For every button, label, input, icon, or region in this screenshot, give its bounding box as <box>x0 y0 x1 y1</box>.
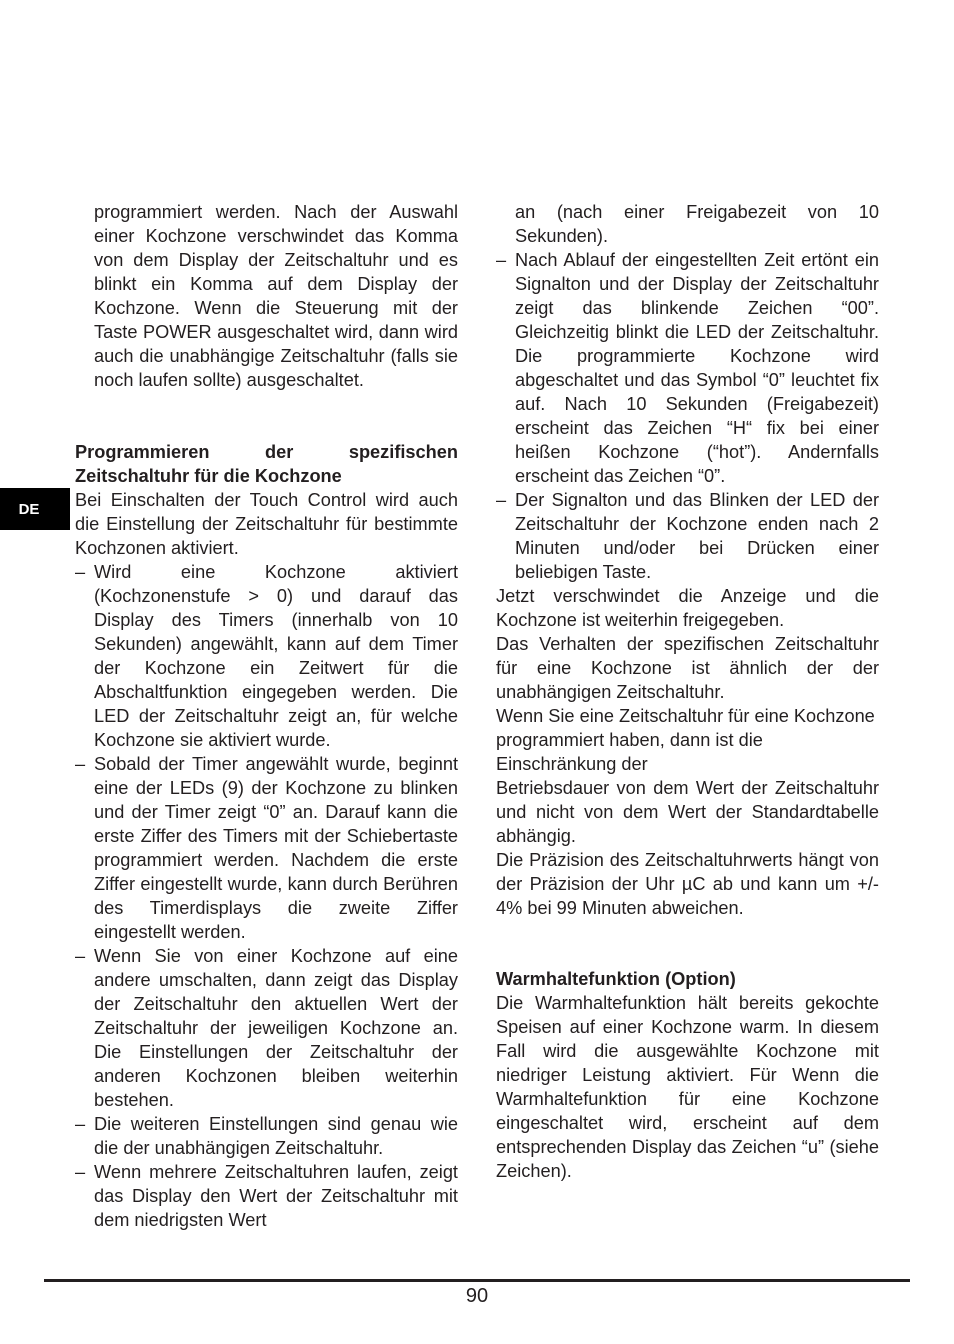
body-paragraph: Die Präzision des Zeitschaltuhrwerts hängt von der Präzision der Uhr µC ab und kann um +/- 4% bei 99 Minuten abweichen. <box>496 850 879 918</box>
list-item: – Wenn Sie von einer Kochzone auf eine andere umschalten, dann zeigt das Display der Zeitschaltuhr den aktuellen Wert der Zeitschaltuhr der jeweiligen Kochzone an. Die Einstellungen der Zeitschaltuhr der anderen Kochzonen bleiben weiterhin bestehen. <box>75 944 458 1112</box>
list-item: – Wenn mehrere Zeitschaltuhren laufen, zeigt das Display den Wert der Zeitschaltuhr mit dem niedrigsten Wert <box>75 1160 458 1232</box>
list-item: – Wird eine Kochzone aktiviert (Kochzonenstufe > 0) und darauf das Display des Timers (innerhalb von 10 Sekunden) angewählt, kann auf dem Timer der Kochzone ein Zeitwert für die Abschaltfunktion eingegeben werden. Die LED der Zeitschaltuhr zeigt an, für welche Kochzone sie aktiviert wurde. <box>75 560 458 752</box>
body-paragraph: Wenn Sie eine Zeitschaltuhr für eine Kochzone programmiert haben, dann ist die Einschränkung der <box>496 706 875 774</box>
list-item: – Sobald der Timer angewählt wurde, beginnt eine der LEDs (9) der Kochzone zu blinken und der Timer zeigt “0” an. Darauf kann die erste Ziffer des Timers mit der Schiebertaste programmiert werden. Nachdem die erste Ziffer eingestellt wurde, kann durch Berühren des Timerdisplays die zweite Ziffer eingestellt werden. <box>75 752 458 944</box>
section-heading-line2: Zeitschaltuhr für die Kochzone <box>75 466 342 486</box>
body-paragraph: Das Verhalten der spezifischen Zeitschaltuhr für eine Kochzone ist ähnlich der der unabhängigen Zeitschaltuhr. <box>496 634 879 702</box>
bullet-list <box>75 560 458 1232</box>
list-item: – Nach Ablauf der eingestellten Zeit ertönt ein Signalton und der Display der Zeitschaltuhr zeigt das blinkende Zeichen “00”. Gleichzeitig blinkt die LED der Zeitschaltuhr. Die programmierte Kochzone wird abgeschaltet und das Symbol “0” leuchtet fix auf. Nach 10 Sekunden (Freigabezeit) erscheint das Zeichen “H“ fix bei einer heißen Kochzone (“hot”). Andernfalls erscheint das Zeichen “0”. <box>496 248 879 488</box>
list-item: – Die weiteren Einstellungen sind genau wie die der unabhängigen Zeitschaltuhr. <box>75 1112 458 1160</box>
language-tab: DE <box>0 488 70 530</box>
list-item: – Der Signalton und das Blinken der LED der Zeitschaltuhr der Kochzone enden nach 2 Minuten und/oder bei Drücken einer beliebigen Taste. <box>496 488 879 584</box>
body-paragraph: Die Warmhaltefunktion hält bereits gekochte Speisen auf einer Kochzone warm. In diesem Fall wird die ausgewählte Kochzone mit niedriger Leistung aktiviert. Für Wenn die Warmhaltefunktion für eine Kochzone eingeschaltet wird, erscheint auf dem entsprechenden Display das Zeichen “u” (siehe Zeichen). <box>496 993 879 1181</box>
right-column <box>496 200 879 1183</box>
continuation-paragraph: programmiert werden. Nach der Auswahl einer Kochzone verschwindet das Komma von dem Display der Zeitschaltuhr und es blinkt ein Komma auf dem Display der Kochzone. Wenn die Steuerung mit der Taste POWER ausgeschaltet wird, dann wird auch die unabhängige Zeitschaltuhr (falls sie noch laufen sollte) ausgeschaltet. <box>94 202 458 390</box>
body-paragraph: Jetzt verschwindet die Anzeige und die Kochzone ist weiterhin freigegeben. <box>496 586 879 630</box>
section-heading-line1: Programmieren der spezifischen <box>75 442 458 462</box>
footer-divider <box>44 1279 910 1282</box>
left-column <box>75 200 458 1232</box>
continuation-paragraph: an (nach einer Freigabezeit von 10 Sekunden). <box>515 202 879 246</box>
bullet-list <box>496 248 879 584</box>
page-number: 90 <box>465 1285 489 1307</box>
intro-paragraph: Bei Einschalten der Touch Control wird auch die Einstellung der Zeitschaltuhr für bestimmte Kochzonen aktiviert. <box>75 490 458 558</box>
body-paragraph: Betriebsdauer von dem Wert der Zeitschaltuhr und nicht von dem Wert der Standardtabelle abhängig. <box>496 778 879 846</box>
section-heading: Warmhaltefunktion (Option) <box>496 969 736 989</box>
